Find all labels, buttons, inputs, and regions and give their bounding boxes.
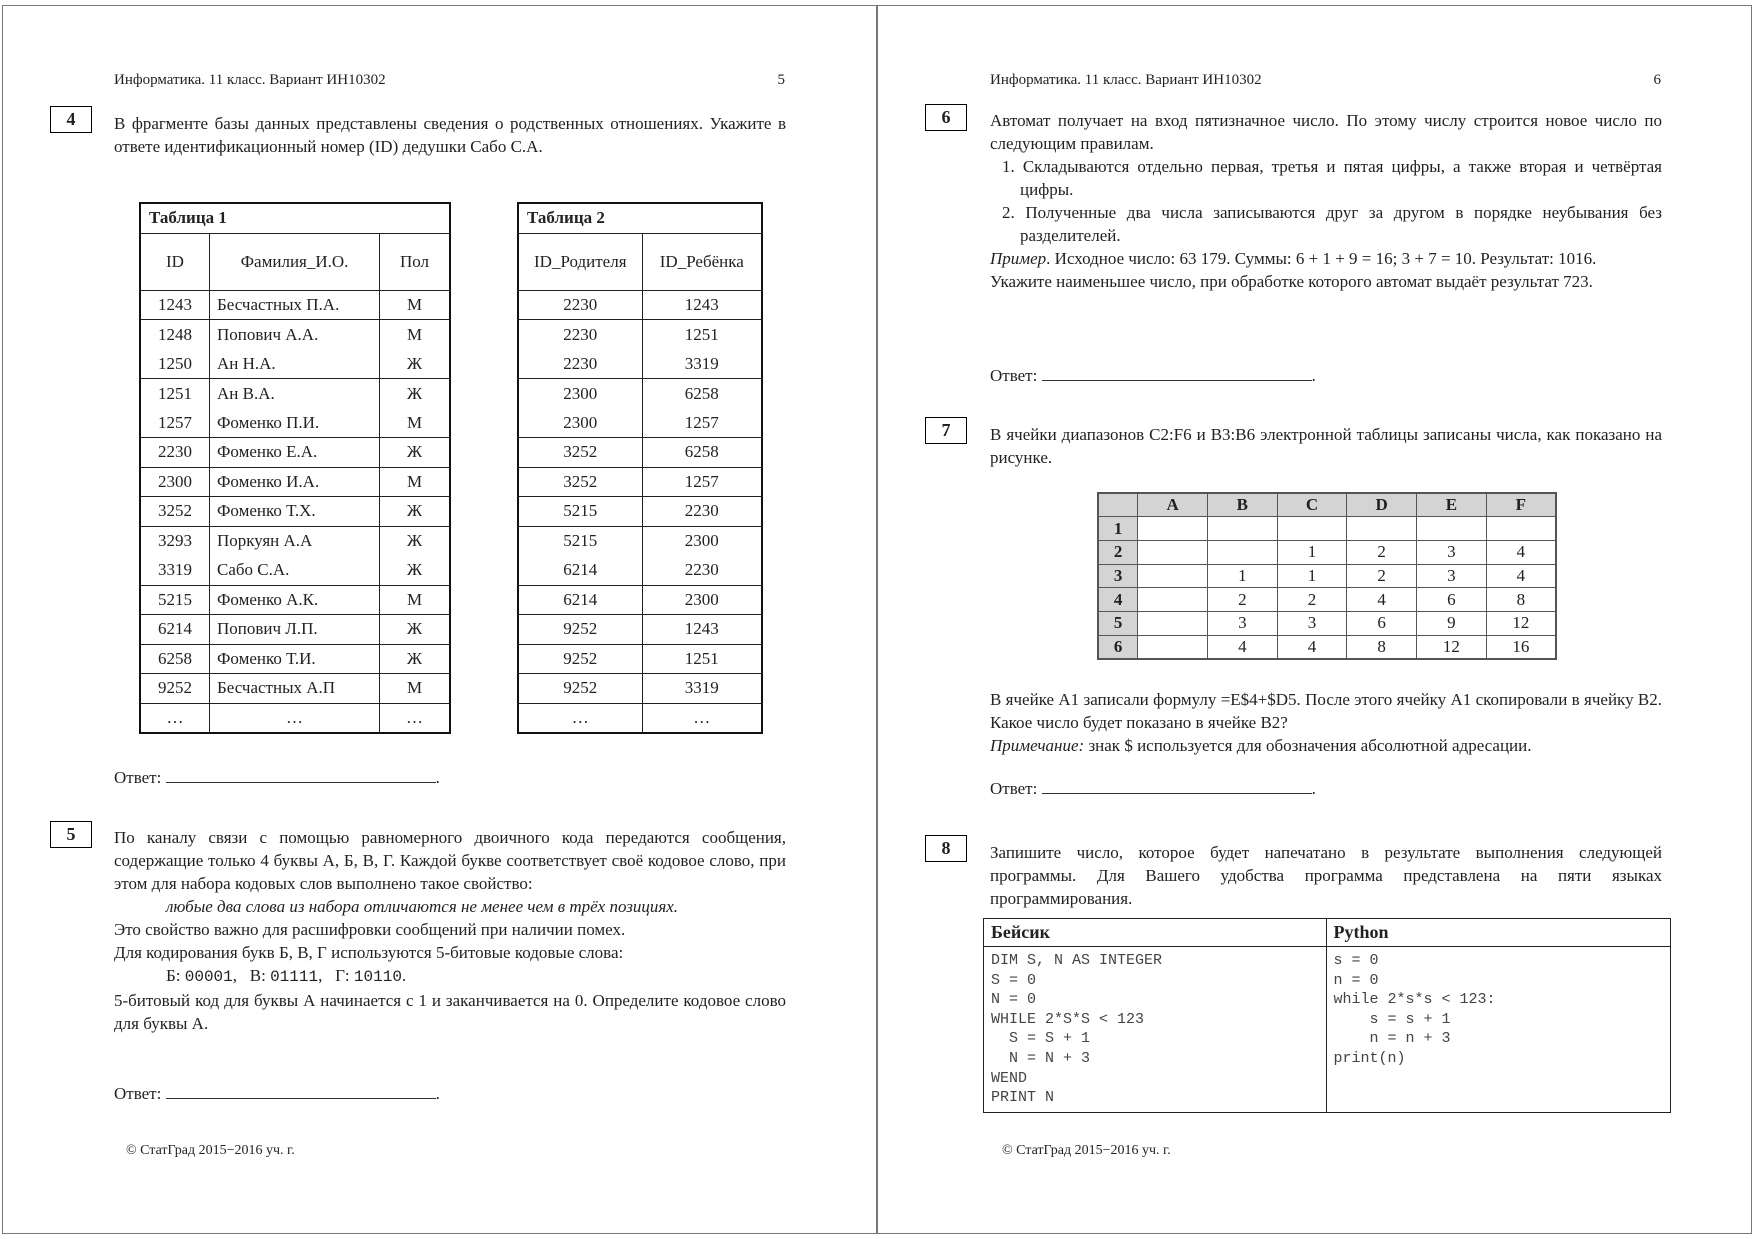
language-python: Python [1326,919,1670,947]
table-cell: … [380,703,450,733]
table-cell: Фоменко Т.И. [209,644,379,674]
page-footer: © СтатГрад 2015−2016 уч. г. [126,1143,295,1158]
header-title: Информатика. 11 класс. Вариант ИН10302 [114,72,386,88]
sheet-cell: 4 [1486,564,1556,588]
sheet-row [1098,588,1556,612]
table-cell: 1251 [642,320,762,350]
table-cell: Фоменко А.К. [209,585,379,615]
table-row [140,290,450,320]
table-cell: 5215 [140,585,209,615]
table-cell: 9252 [140,674,209,704]
table-cell: Ж [380,556,450,586]
sheet-cell: 1 [1277,540,1347,564]
table-cell: 6258 [642,438,762,468]
table-cell: … [642,703,762,733]
code-words: Б: 00001, В: 01111, Г: 10110. [166,966,407,986]
sheet-cell: 2 [1347,564,1417,588]
table-cell: Попович Л.П. [209,615,379,645]
page-left [2,5,877,1234]
table-cell: 3319 [642,349,762,379]
example: Пример. Исходное число: 63 179. Суммы: 6 + 1 + 9 = 16; 3 + 7 = 10. Результат: 1016. [990,249,1597,268]
sheet-header-row [1098,493,1556,517]
table-cell: М [380,290,450,320]
table-cell: 1243 [140,290,209,320]
sheet-cell [1208,517,1278,541]
table-1 [139,202,451,734]
sheet-cell [1486,517,1556,541]
answer-blank[interactable] [166,766,436,783]
sheet-cell: 1 [1277,564,1347,588]
table-cell: М [380,674,450,704]
sheet-cell: 4 [1486,540,1556,564]
sheet-cell: 12 [1486,611,1556,635]
table-cell: Ж [380,349,450,379]
table-row [140,497,450,527]
table-cell: Фоменко Е.А. [209,438,379,468]
page-footer: © СтатГрад 2015−2016 уч. г. [1002,1143,1171,1158]
sheet-column-header: B [1208,493,1278,517]
table-cell: Сабо С.А. [209,556,379,586]
question-7-answer: Ответ: . [990,779,1316,798]
table-cell: 1248 [140,320,209,350]
table-row [140,408,450,438]
table-2-caption: Таблица 2 [518,203,762,233]
spreadsheet [1097,492,1557,660]
table-row [518,467,762,497]
table-cell: 3293 [140,526,209,556]
table-cell: 1257 [140,408,209,438]
question-4-answer: Ответ: . [114,768,440,787]
table-cell: Ж [380,644,450,674]
table-cell: 1243 [642,615,762,645]
table-cell: 3252 [140,497,209,527]
sheet-row [1098,635,1556,659]
header-title: Информатика. 11 класс. Вариант ИН10302 [990,72,1262,88]
sheet-cell: 3 [1208,611,1278,635]
table-cell: 2230 [518,349,642,379]
table-row [518,526,762,556]
table-row [518,438,762,468]
note: Примечание: знак $ используется для обозначения абсолютной адресации. [990,736,1532,755]
sheet-cell: 16 [1486,635,1556,659]
table-cell: 2300 [642,585,762,615]
sheet-row-header: 2 [1098,540,1138,564]
table-row [140,467,450,497]
table-cell: 5215 [518,526,642,556]
sheet-cell: 9 [1417,611,1487,635]
table-cell: 1243 [642,290,762,320]
code-property: любые два слова из набора отличаются не менее чем в трёх позициях. [166,897,679,916]
table-cell: 1250 [140,349,209,379]
table-cell: Фоменко И.А. [209,467,379,497]
sheet-column-header: D [1347,493,1417,517]
sheet-cell: 8 [1486,588,1556,612]
table-cell: 2230 [642,497,762,527]
question-5-number: 5 [50,821,92,848]
table-2-header: ID_Ребёнка [642,233,762,290]
table-row [518,585,762,615]
page-number: 6 [1653,72,1661,88]
table-2-header: ID_Родителя [518,233,642,290]
table-cell: Фоменко Т.Х. [209,497,379,527]
sheet-cell [1208,540,1278,564]
sheet-cell: 8 [1347,635,1417,659]
table-cell: 6214 [518,585,642,615]
sheet-cell [1138,517,1208,541]
table-row [140,644,450,674]
page-number: 5 [777,72,785,88]
table-row [140,585,450,615]
table-row [140,379,450,409]
table-cell: 2300 [140,467,209,497]
table-cell: … [209,703,379,733]
sheet-cell: 2 [1347,540,1417,564]
question-8-text: Запишите число, которое будет напечатано в результате выполнения следующей программы. Для Вашего удобства программа представлена на пяти языках программирования. [990,843,1662,908]
table-row [140,320,450,350]
sheet-cell [1138,564,1208,588]
rule-1: 1. Складываются отдельно первая, третья и пятая цифры, а также вторая и четвёртая цифры. [1002,157,1663,199]
table-cell: 2230 [518,290,642,320]
table-row [140,674,450,704]
sheet-column-header [1098,493,1138,517]
table-row [518,408,762,438]
sheet-cell [1277,517,1347,541]
table-row [140,349,450,379]
sheet-cell: 4 [1277,635,1347,659]
table-cell: 2230 [140,438,209,468]
sheet-row-header: 6 [1098,635,1138,659]
question-7-number: 7 [925,417,967,444]
table-row [518,556,762,586]
page-header [990,72,1661,89]
sheet-row [1098,611,1556,635]
table-cell: 1251 [642,644,762,674]
question-7-text: В ячейки диапазонов C2:F6 и B3:B6 электронной таблицы записаны числа, как показано на рисунке. [990,425,1662,467]
sheet-row [1098,564,1556,588]
table-cell: 2300 [642,526,762,556]
sheet-cell: 12 [1417,635,1487,659]
table-cell: 2230 [518,320,642,350]
table-cell: Ж [380,438,450,468]
table-cell: 1251 [140,379,209,409]
table-cell: Поркуян А.А [209,526,379,556]
sheet-column-header: A [1138,493,1208,517]
table-cell: М [380,320,450,350]
sheet-cell [1138,635,1208,659]
sheet-cell: 4 [1208,635,1278,659]
table-cell: Попович А.А. [209,320,379,350]
sheet-cell: 2 [1208,588,1278,612]
table-cell: Ан Н.А. [209,349,379,379]
question-6-number: 6 [925,104,967,131]
table-row [518,674,762,704]
table-cell: Ж [380,497,450,527]
sheet-row-header: 4 [1098,588,1138,612]
table-row [140,703,450,733]
question-7-text-2: В ячейке A1 записали формулу =E$4+$D5. После этого ячейку A1 скопировали в ячейку B2. Какое число будет показано в ячейке B2? Примечание: знак $ используется для обозначения абсолютной адресации. [990,690,1662,755]
table-cell: 3252 [518,467,642,497]
sheet-column-header: E [1417,493,1487,517]
table-row [518,349,762,379]
sheet-row-header: 3 [1098,564,1138,588]
question-6-answer: Ответ: . [990,366,1316,385]
table-cell: Ж [380,615,450,645]
answer-blank[interactable] [1042,777,1312,794]
page-header [114,72,785,89]
table-cell: 2230 [642,556,762,586]
sheet-cell: 1 [1208,564,1278,588]
sheet-column-header: F [1486,493,1556,517]
sheet-cell: 6 [1417,588,1487,612]
table-cell: М [380,467,450,497]
table-row [140,438,450,468]
table-cell: 5215 [518,497,642,527]
table-cell: 9252 [518,615,642,645]
table-cell: Ж [380,379,450,409]
table-row [518,703,762,733]
table-cell: 6258 [642,379,762,409]
sheet-row [1098,540,1556,564]
table-cell: Бесчастных П.А. [209,290,379,320]
table-cell: 9252 [518,674,642,704]
table-1-header: Пол [380,233,450,290]
program-table [983,918,1671,1113]
sheet-cell [1417,517,1487,541]
table-cell: 6258 [140,644,209,674]
table-row [518,497,762,527]
table-1-caption: Таблица 1 [140,203,450,233]
table-cell: 9252 [518,644,642,674]
sheet-row [1098,517,1556,541]
question-5-answer: Ответ: . [114,1084,440,1103]
sheet-row-header: 5 [1098,611,1138,635]
sheet-cell [1347,517,1417,541]
table-1-header: Фамилия_И.О. [209,233,379,290]
language-basic: Бейсик [984,919,1327,947]
table-cell: М [380,408,450,438]
sheet-cell: 3 [1417,564,1487,588]
sheet-cell: 4 [1347,588,1417,612]
table-row [140,615,450,645]
table-cell: Фоменко П.И. [209,408,379,438]
question-6-text: Автомат получает на вход пятизначное число. По этому числу строится новое число по следующим правилам. 1. Складываются отдельно первая, третья и пятая цифры, а также вторая и четвёртая цифры. 2. Полученные два числа записываются друг за другом в порядке неубывания без разделителей. Пример. Исходное число: 63 179. Суммы: 6 + 1 + 9 = 16; 3 + 7 = 10. Результат: 1016. Укажите наименьшее число, при обработке которого автомат выдаёт результат 723. [990,111,1663,291]
table-row [518,615,762,645]
table-row [518,644,762,674]
table-cell: 3319 [140,556,209,586]
table-cell: 2300 [518,408,642,438]
code-basic: DIM S, N AS INTEGER S = 0 N = 0 WHILE 2*S*S < 123 S = S + 1 N = N + 3 WEND PRINT N [991,952,1163,1107]
table-cell: 6214 [518,556,642,586]
question-4-text: В фрагменте базы данных представлены сведения о родственных отношениях. Укажите в ответе идентификационный номер (ID) дедушки Сабо С.А. [114,114,786,156]
table-row [518,290,762,320]
table-cell: … [140,703,209,733]
sheet-cell: 6 [1347,611,1417,635]
table-1-header: ID [140,233,209,290]
table-cell: 3252 [518,438,642,468]
table-cell: Ж [380,526,450,556]
question-5-text: По каналу связи с помощью равномерного двоичного кода передаются сообщения, содержащие только 4 буквы А, Б, В, Г. Каждой букве соответствует своё кодовое слово, при этом для набора кодовых слов выполнено такое свойство: любые два слова из набора отличаются не менее чем в трёх позициях. Это свойство важно для расшифровки сообщений при наличии помех. Для кодирования букв Б, В, Г используются 5-битовые кодовые слова: Б: 00001, В: 01111, Г: 10110. 5-битовый код для буквы А начинается с 1 и заканчивается на 0. Определите кодовое слово для буквы А. [114,828,786,1033]
page-right [877,5,1752,1234]
sheet-cell [1138,588,1208,612]
answer-blank[interactable] [1042,364,1312,381]
table-row [518,379,762,409]
table-cell: М [380,585,450,615]
sheet-cell: 3 [1417,540,1487,564]
sheet-cell: 2 [1277,588,1347,612]
code-python: s = 0 n = 0 while 2*s*s < 123: s = s + 1 n = n + 3 print(n) [1333,952,1496,1067]
table-cell: 2300 [518,379,642,409]
table-row [140,526,450,556]
table-cell: 1257 [642,408,762,438]
table-cell: 3319 [642,674,762,704]
table-cell: … [518,703,642,733]
table-cell: 1257 [642,467,762,497]
table-row [140,556,450,586]
answer-blank[interactable] [166,1082,436,1099]
rule-2: 2. Полученные два числа записываются друг за другом в порядке неубывания без разделителей. [1002,203,1662,245]
sheet-cell [1138,540,1208,564]
table-cell: Ан В.А. [209,379,379,409]
table-cell: Бесчастных А.П [209,674,379,704]
question-4-number: 4 [50,106,92,133]
sheet-row-header: 1 [1098,517,1138,541]
question-8-number: 8 [925,835,967,862]
sheet-cell [1138,611,1208,635]
sheet-cell: 3 [1277,611,1347,635]
table-cell: 6214 [140,615,209,645]
table-row [518,320,762,350]
sheet-column-header: C [1277,493,1347,517]
table-2 [517,202,763,734]
